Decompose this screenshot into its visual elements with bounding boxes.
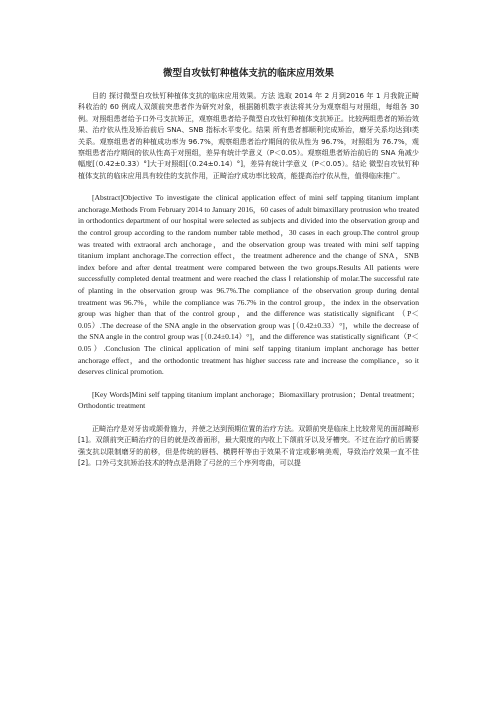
body-paragraph: 正畸治疗是对牙齿或颌骨施力，并使之达到预期位置的治疗方法。双颌前突是临床上比较常见的面部畸形[1]。双颌前突正畸治疗的目的就是改善面形，最大限度的内收上下颌前牙以及牙槽突。不过在治疗前后需要强支抗以限制磨牙的前移，但是传统的唇档、横腭杆等由于效果不肯定或影响美观，导致治疗效果一直不佳[2]。口外弓支抗矫治技术的特点是消除了弓丝的三个序列弯曲，可以提: [78, 423, 419, 468]
keywords-english: [Key Words]Mini self tapping titanium implant anchorage；Biomaxillary protrusion；Dental treatment；Orthodontic treatment: [78, 389, 419, 411]
abstract-english: [Abstract]Objective To investigate the clinical application effect of mini self tapping titanium implant anchorage.Methods From February 2014 to January 2016，60 cases of adult bimaxillary protrusion who treated in orthodontics department of our hospital were selected as subjects and divided into the observation group and the control group according to the random number table method，30 cases in each group.The control group was treated with extraoral arch anchorage，and the observation group was treated with mini self tapping titanium implant anchorage.The correction effect，the treatment adherence and the change of SNA，SNB index before and after dental treatment were compared between the two groups.Results All patients were successfully completed dental treatment and were reached the class Ⅰ relationship of molar.The successful rate of planting in the observation group was 96.7%.The compliance of the observation group during dental treatment was 96.7%，while the compliance was 76.7% in the control group，the index in the observation group was higher than that of the control group，and the difference was statistically significant （P＜0.05）.The decrease of the SNA angle in the observation group was [（0.42±0.33）°]，while the decrease of the SNA angle in the control group was [（0.24±0.14）°]，and the difference was statistically significant（P＜0.05）.Conclusion The clinical application of mini self tapping titanium implant anchorage has better anchorage effect，and the orthodontic treatment has higher success rate and increase the compliance，so it deserves clinical promotion.: [78, 193, 419, 377]
abstract-chinese: 目的 探讨微型自攻钛钉种植体支抗的临床应用效果。方法 选取 2014 年 2 月到2016 年 1 月我院正畸科收治的 60 例成人双颌前突患者作为研究对象，根据随机数字表法将其分为观察组与对照组，每组各 30 例。对照组患者给予口外弓支抗矫正，观察组患者给予微型自攻钛钉种植体支抗矫正。比较两组患者的矫治效果、治疗依从性及矫治前后 SNA、SNB 指标水平变化。结果 所有患者都顺利完成矫治，磨牙关系均达到Ⅰ类关系。观察组患者的种植成功率为 96.7%，观察组患者治疗期间的依从性为 96.7%，对照组为 76.7%，观察组患者治疗期间的依从性高于对照组，差异有统计学意义（P＜0.05）。观察组患者矫治前后的 SNA 角减少幅度[（0.42±0.33）°]大于对照组[（0.24±0.14）°]，差异有统计学意义（P＜0.05）。结论 微型自攻钛钉种植体支抗的临床应用具有较佳的支抗作用，正畸治疗成功率比较高，能提高治疗依从性，值得临床推广。: [78, 91, 419, 180]
paper-title: 微型自攻钛钉种植体支抗的临床应用效果: [162, 68, 334, 79]
